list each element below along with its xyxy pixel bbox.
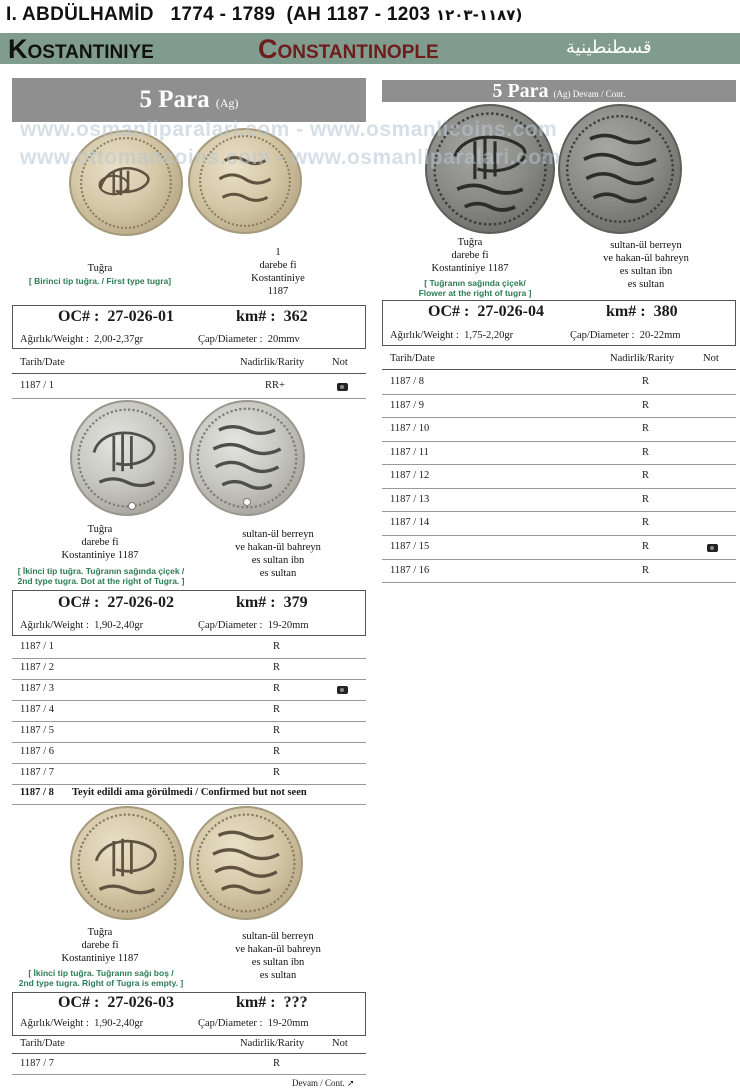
km-number <box>606 303 678 321</box>
mint-name-arabic: قسطنطينية <box>566 37 652 58</box>
row-rarity: R <box>642 517 650 528</box>
column-header-rarity: Nadirlik/Rarity <box>610 353 675 364</box>
caption-line: Kostantiniye 1187 <box>61 953 139 964</box>
note-line: [ Tuğranın sağında çiçek/ <box>424 278 526 288</box>
caption-line: Tuğra <box>87 263 113 274</box>
row-rarity: R <box>642 565 650 576</box>
mint-name-english: Constantinople <box>258 34 439 64</box>
row-date: 1187 / 5 <box>20 725 55 736</box>
camera-icon <box>707 544 718 552</box>
obverse-variant-note <box>6 968 196 988</box>
caption-line: Tuğra <box>87 927 113 938</box>
table-row <box>382 442 736 465</box>
row-date: 1187 / 1 <box>20 380 55 391</box>
diameter-spec <box>570 330 681 341</box>
denomination: 5 Para <box>492 80 549 102</box>
reverse-caption <box>218 246 338 298</box>
caption-line: ve hakan-ül bahreyn <box>235 944 321 955</box>
weight-value: 2,00-2,37gr <box>94 334 144 345</box>
reverse-caption <box>576 239 716 291</box>
coin-reverse-image <box>189 400 305 516</box>
continued-label: Devam / Cont. <box>292 1078 345 1088</box>
diameter-spec <box>198 620 309 631</box>
obverse-caption <box>40 523 160 562</box>
oc-number <box>428 303 544 321</box>
table-divider <box>12 373 366 374</box>
caption-line: sultan-ül berreyn <box>242 529 314 540</box>
tugra-icon <box>72 402 182 514</box>
note-line: [ İkinci tip tuğra. Tuğranın sağı boş / <box>28 968 174 978</box>
tugra-icon <box>72 808 182 918</box>
table-row <box>12 764 366 785</box>
caption-line: sultan-ül berreyn <box>610 240 682 251</box>
row-rarity: R <box>273 662 281 673</box>
note-line: [ İkinci tip tuğra. Tuğranın sağında çiçek / <box>17 566 185 576</box>
oc-label: OC# : <box>58 994 100 1011</box>
table-row <box>12 722 366 743</box>
weight-value: 1,75-2,20gr <box>464 330 514 341</box>
caption-line: Tuğra <box>87 524 113 535</box>
row-rarity: R <box>273 1058 281 1069</box>
obverse-variant-note: [ Birinci tip tuğra. / First type tugra] <box>28 276 172 286</box>
denomination-title-left <box>12 78 366 122</box>
oc-value: 27-026-01 <box>107 308 174 325</box>
watermark-line: www.osmanliparalari.com - www.osmanlicoins.com <box>20 118 558 141</box>
camera-icon <box>337 686 348 694</box>
coin-reverse-image <box>558 104 682 234</box>
metal-label: (Ag) <box>215 96 239 110</box>
hole-mark <box>128 502 136 510</box>
caption-line: darebe fi <box>451 250 489 261</box>
column-header-date: Tarih/Date <box>20 357 65 368</box>
row-date: 1187 / 11 <box>390 447 429 458</box>
column-header-date: Tarih/Date <box>390 353 435 364</box>
table-row <box>382 395 736 418</box>
row-rarity: R <box>273 746 281 757</box>
weight-label: Ağırlık/Weight : <box>20 620 89 631</box>
row-rarity: R <box>642 423 650 434</box>
row-date: 1187 / 3 <box>20 683 55 694</box>
km-label: km# : <box>236 994 276 1011</box>
oc-value: 27-026-02 <box>107 594 174 611</box>
km-number <box>236 308 308 326</box>
page-heading <box>6 4 523 26</box>
denomination: 5 Para <box>139 86 210 113</box>
inscription-icon <box>191 808 301 918</box>
row-date: 1187 / 7 <box>20 1058 55 1069</box>
watermark-line: www.ottomancoins.com - www.osmanliparalari.com <box>20 146 561 169</box>
column-header-note: Not <box>332 357 348 368</box>
diameter-value: 20-22mm <box>639 330 681 341</box>
weight-spec <box>390 330 513 341</box>
weight-spec <box>20 620 143 631</box>
caption-line: sultan-ül berreyn <box>242 931 314 942</box>
diameter-label: Çap/Diameter : <box>198 620 263 631</box>
weight-spec <box>20 334 143 345</box>
row-rarity: R <box>273 767 281 778</box>
diameter-label: Çap/Diameter : <box>198 334 263 345</box>
reign-years: 1774 - 1789 <box>170 4 276 25</box>
km-value: 380 <box>653 303 678 320</box>
coin-reverse-image <box>189 806 303 920</box>
oc-label: OC# : <box>58 594 100 611</box>
oc-value: 27-026-03 <box>107 994 174 1011</box>
table-divider <box>12 1053 366 1054</box>
weight-value: 1,90-2,40gr <box>94 1018 144 1029</box>
reverse-caption <box>208 930 348 982</box>
reverse-caption <box>208 528 348 580</box>
hijri-years-arabic: ١١٨٧-١٢٠٣) <box>435 6 523 24</box>
oc-number <box>58 594 174 612</box>
row-rarity: R <box>273 683 281 694</box>
km-label: km# : <box>606 303 646 320</box>
caption-line: darebe fi <box>81 940 119 951</box>
caption-line: 1187 <box>267 286 289 297</box>
table-row <box>382 465 736 489</box>
oc-number <box>58 308 174 326</box>
oc-label: OC# : <box>58 308 100 325</box>
diameter-spec <box>198 334 300 345</box>
km-value: 379 <box>283 594 308 611</box>
caption-line: Tuğra <box>457 237 483 248</box>
row-date: 1187 / 13 <box>390 494 430 505</box>
row-note: Teyit edildi ama görülmedi / Confirmed but not seen <box>72 787 307 798</box>
diameter-spec <box>198 1018 309 1029</box>
column-header-note: Not <box>332 1038 348 1049</box>
diameter-label: Çap/Diameter : <box>198 1018 263 1029</box>
caption-line: Kostantiniye 1187 <box>61 550 139 561</box>
metal-continued-label: (Ag) Devam / Cont. <box>553 89 626 99</box>
mint-name-turkish: Kostantiniye <box>8 34 154 64</box>
hijri-years: (AH 1187 - 1203 <box>286 4 431 25</box>
diameter-value: 20mmv <box>267 334 300 345</box>
diameter-value: 19-20mm <box>267 620 309 631</box>
table-row <box>12 701 366 722</box>
table-row <box>382 489 736 512</box>
caption-line: es sultan <box>259 568 297 579</box>
note-line: Flower at the right of tugra ] <box>418 288 532 298</box>
table-row <box>12 743 366 764</box>
row-rarity: R <box>642 494 650 505</box>
table-row <box>382 512 736 536</box>
km-value: ??? <box>283 994 308 1011</box>
caption-line: Kostantiniye 1187 <box>431 263 509 274</box>
table-row <box>382 418 736 442</box>
weight-value: 1,90-2,40gr <box>94 620 144 631</box>
row-rarity: R <box>642 447 650 458</box>
inscription-icon <box>560 106 680 232</box>
obverse-caption <box>40 262 160 275</box>
table-row <box>382 560 736 583</box>
row-date: 1187 / 8 <box>390 376 425 387</box>
caption-line: es sultan <box>259 970 297 981</box>
table-row <box>12 785 366 805</box>
ruler-name: I. ABDÜLHAMİD <box>6 4 154 25</box>
caption-line: es sultan <box>627 279 665 290</box>
coin-obverse-image <box>70 806 184 920</box>
caption-line: 1 <box>275 247 281 258</box>
oc-label: OC# : <box>428 303 470 320</box>
row-date: 1187 / 9 <box>390 400 425 411</box>
obverse-variant-note <box>6 566 196 586</box>
row-rarity: R <box>273 725 281 736</box>
obverse-variant-note <box>400 278 550 298</box>
column-header-note: Not <box>703 353 719 364</box>
oc-value: 27-026-04 <box>477 303 544 320</box>
coin-obverse-image <box>70 400 184 516</box>
camera-icon <box>337 383 348 391</box>
column-header-rarity: Nadirlik/Rarity <box>240 1038 305 1049</box>
denomination-title-right <box>382 80 736 102</box>
caption-line: ve hakan-ül bahreyn <box>603 253 689 264</box>
row-date: 1187 / 4 <box>20 704 55 715</box>
row-date: 1187 / 16 <box>390 565 430 576</box>
table-divider <box>382 369 736 370</box>
caption-line: darebe fi <box>81 537 119 548</box>
row-date: 1187 / 6 <box>20 746 55 757</box>
km-number <box>236 594 308 612</box>
row-date: 1187 / 8 <box>20 787 54 798</box>
weight-label: Ağırlık/Weight : <box>390 330 459 341</box>
table-row <box>12 659 366 680</box>
diameter-value: 19-20mm <box>267 1018 309 1029</box>
hole-mark <box>243 498 251 506</box>
row-rarity: RR+ <box>265 380 285 391</box>
table-row <box>12 1055 366 1075</box>
column-header-rarity: Nadirlik/Rarity <box>240 357 305 368</box>
diameter-label: Çap/Diameter : <box>570 330 635 341</box>
note-line: 2nd type tugra. Right of Tugra is empty. ] <box>18 978 184 988</box>
row-date: 1187 / 15 <box>390 541 430 552</box>
km-label: km# : <box>236 594 276 611</box>
row-rarity: R <box>273 641 281 652</box>
row-date: 1187 / 2 <box>20 662 55 673</box>
caption-line: es sultan ibn <box>619 266 673 277</box>
weight-label: Ağırlık/Weight : <box>20 334 89 345</box>
table-row <box>382 536 736 560</box>
caption-line: es sultan ibn <box>251 555 305 566</box>
oc-number <box>58 994 174 1012</box>
row-date: 1187 / 1 <box>20 641 55 652</box>
column-header-date: Tarih/Date <box>20 1038 65 1049</box>
obverse-caption <box>410 236 530 275</box>
continued-footer <box>292 1078 355 1089</box>
row-date: 1187 / 10 <box>390 423 430 434</box>
table-row <box>382 371 736 395</box>
row-rarity: R <box>273 704 281 715</box>
row-rarity: R <box>642 470 650 481</box>
row-date: 1187 / 12 <box>390 470 430 481</box>
row-date: 1187 / 14 <box>390 517 430 528</box>
caption-line: ve hakan-ül bahreyn <box>235 542 321 553</box>
note-line: 2nd type tugra. Dot at the right of Tugra. ] <box>17 576 185 586</box>
table-row <box>12 378 366 399</box>
caption-line: Kostantiniye <box>251 273 305 284</box>
km-value: 362 <box>283 308 308 325</box>
table-row <box>12 638 366 659</box>
obverse-caption <box>40 926 160 965</box>
caption-line: darebe fi <box>259 260 297 271</box>
arrow-up-right-icon: ➚ <box>347 1079 355 1089</box>
row-date: 1187 / 7 <box>20 767 55 778</box>
km-label: km# : <box>236 308 276 325</box>
row-rarity: R <box>642 541 650 552</box>
weight-label: Ağırlık/Weight : <box>20 1018 89 1029</box>
table-row <box>12 680 366 701</box>
caption-line: es sultan ibn <box>251 957 305 968</box>
weight-spec <box>20 1018 143 1029</box>
km-number <box>236 994 308 1012</box>
row-rarity: R <box>642 376 650 387</box>
coin-reverse-image <box>188 128 302 234</box>
row-rarity: R <box>642 400 650 411</box>
